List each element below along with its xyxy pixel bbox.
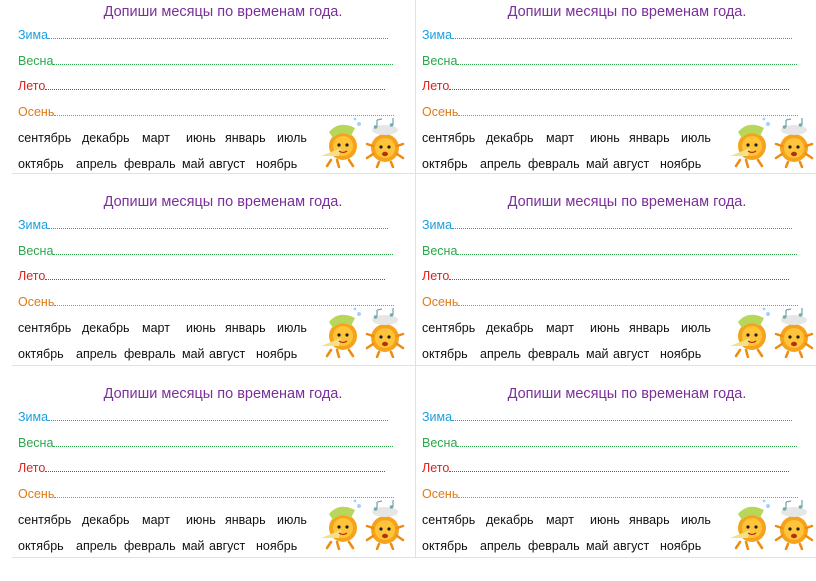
- month-word: август: [613, 346, 650, 361]
- winter-line[interactable]: [422, 214, 814, 240]
- worksheet-card: [416, 0, 816, 174]
- spring-line[interactable]: [422, 240, 814, 266]
- month-word: март: [142, 513, 170, 527]
- winter-answer-dots: [452, 414, 792, 421]
- month-word: июнь: [186, 321, 216, 335]
- month-word: ноябрь: [256, 346, 298, 361]
- month-word: октябрь: [18, 538, 64, 553]
- sun-with-scarf-icon: [730, 500, 770, 549]
- summer-label: Лето: [18, 269, 46, 283]
- month-word: май: [586, 346, 609, 361]
- sun-with-music-notes-icon: [367, 118, 403, 167]
- month-word: март: [142, 321, 170, 335]
- spring-line[interactable]: [18, 240, 410, 266]
- spring-label: Весна: [422, 243, 458, 258]
- summer-label: Лето: [422, 79, 450, 93]
- summer-line[interactable]: [422, 75, 814, 101]
- winter-label: Зима: [18, 410, 49, 424]
- month-word: декабрь: [486, 131, 534, 145]
- spring-label: Весна: [18, 53, 54, 68]
- suns-illustration: [315, 498, 407, 550]
- month-word: июнь: [186, 513, 216, 527]
- month-word: март: [546, 131, 574, 145]
- month-word: май: [182, 538, 205, 553]
- suns-illustration: [724, 306, 816, 358]
- winter-answer-dots: [452, 222, 792, 229]
- sun-with-scarf-icon: [321, 500, 361, 549]
- winter-label: Зима: [18, 28, 49, 42]
- worksheet-card: [12, 0, 416, 174]
- summer-answer-dots: [449, 273, 789, 280]
- month-word: декабрь: [82, 321, 130, 335]
- month-word: сентябрь: [422, 513, 476, 527]
- suns-illustration: [724, 116, 816, 168]
- worksheet-card: [12, 174, 416, 366]
- winter-label: Зима: [422, 28, 453, 42]
- spring-answer-dots: [457, 440, 797, 447]
- card-title: Допиши месяцы по временам года.: [103, 4, 343, 20]
- summer-label: Лето: [422, 269, 450, 283]
- spring-label: Весна: [18, 243, 54, 258]
- winter-line[interactable]: [18, 214, 410, 240]
- autumn-label: Осень: [422, 294, 459, 309]
- spring-label: Весна: [422, 53, 458, 68]
- summer-line[interactable]: [422, 265, 814, 291]
- month-word: июль: [277, 513, 307, 527]
- worksheet-card: [12, 366, 416, 558]
- worksheet-card: [416, 174, 816, 366]
- month-word: сентябрь: [422, 131, 476, 145]
- worksheet-sheet: [12, 0, 816, 558]
- summer-line[interactable]: [18, 75, 410, 101]
- month-word: ноябрь: [660, 346, 702, 361]
- sun-with-scarf-icon: [321, 118, 361, 167]
- month-word: февраль: [528, 346, 580, 361]
- summer-answer-dots: [449, 465, 789, 472]
- summer-answer-dots: [449, 83, 789, 90]
- month-word: январь: [629, 131, 670, 145]
- month-word: октябрь: [422, 346, 468, 361]
- winter-label: Зима: [422, 218, 453, 232]
- sun-with-music-notes-icon: [776, 500, 812, 549]
- month-word: июль: [681, 513, 711, 527]
- spring-line[interactable]: [18, 50, 410, 76]
- worksheet-card: [416, 366, 816, 558]
- winter-line[interactable]: [422, 24, 814, 50]
- sun-with-music-notes-icon: [367, 500, 403, 549]
- suns-illustration: [724, 498, 816, 550]
- month-word: сентябрь: [422, 321, 476, 335]
- autumn-answer-dots: [54, 109, 394, 116]
- spring-answer-dots: [53, 440, 393, 447]
- month-word: январь: [225, 131, 266, 145]
- month-word: октябрь: [18, 156, 64, 171]
- spring-answer-dots: [457, 248, 797, 255]
- month-word: январь: [629, 321, 670, 335]
- month-word: июнь: [186, 131, 216, 145]
- sun-with-music-notes-icon: [367, 308, 403, 357]
- summer-label: Лето: [422, 461, 450, 475]
- sun-with-music-notes-icon: [776, 308, 812, 357]
- summer-line[interactable]: [18, 265, 410, 291]
- month-word: февраль: [124, 538, 176, 553]
- spring-label: Весна: [18, 435, 54, 450]
- summer-answer-dots: [45, 465, 385, 472]
- month-word: июль: [681, 321, 711, 335]
- month-word: июнь: [590, 513, 620, 527]
- month-word: декабрь: [486, 321, 534, 335]
- spring-answer-dots: [53, 248, 393, 255]
- autumn-label: Осень: [422, 104, 459, 119]
- winter-answer-dots: [48, 222, 388, 229]
- month-word: май: [586, 156, 609, 171]
- month-word: май: [586, 538, 609, 553]
- autumn-label: Осень: [18, 104, 55, 119]
- month-word: сентябрь: [18, 131, 72, 145]
- autumn-answer-dots: [54, 491, 394, 498]
- sun-with-scarf-icon: [321, 308, 361, 357]
- autumn-label: Осень: [18, 294, 55, 309]
- spring-line[interactable]: [422, 50, 814, 76]
- month-word: ноябрь: [660, 538, 702, 553]
- suns-illustration: [315, 116, 407, 168]
- winter-line[interactable]: [422, 406, 814, 432]
- winter-answer-dots: [48, 32, 388, 39]
- month-word: апрель: [76, 538, 118, 553]
- month-word: сентябрь: [18, 321, 72, 335]
- month-word: март: [546, 513, 574, 527]
- spring-label: Весна: [422, 435, 458, 450]
- month-word: апрель: [76, 156, 118, 171]
- month-word: апрель: [480, 538, 522, 553]
- month-word: январь: [629, 513, 670, 527]
- summer-answer-dots: [45, 83, 385, 90]
- month-word: ноябрь: [256, 156, 298, 171]
- month-word: май: [182, 346, 205, 361]
- month-word: декабрь: [82, 131, 130, 145]
- autumn-label: Осень: [422, 486, 459, 501]
- sun-with-scarf-icon: [730, 308, 770, 357]
- month-word: август: [209, 346, 246, 361]
- card-title: Допиши месяцы по временам года.: [103, 194, 343, 210]
- spring-line[interactable]: [422, 432, 814, 458]
- summer-label: Лето: [18, 461, 46, 475]
- month-word: октябрь: [422, 538, 468, 553]
- autumn-answer-dots: [458, 109, 798, 116]
- month-word: август: [209, 538, 246, 553]
- month-word: октябрь: [422, 156, 468, 171]
- month-word: июль: [277, 321, 307, 335]
- autumn-label: Осень: [18, 486, 55, 501]
- month-word: август: [209, 156, 246, 171]
- month-word: апрель: [480, 346, 522, 361]
- month-word: апрель: [76, 346, 118, 361]
- card-title: Допиши месяцы по временам года.: [507, 194, 747, 210]
- card-title: Допиши месяцы по временам года.: [507, 386, 747, 402]
- autumn-answer-dots: [54, 299, 394, 306]
- month-word: февраль: [528, 538, 580, 553]
- autumn-answer-dots: [458, 299, 798, 306]
- sun-with-music-notes-icon: [776, 118, 812, 167]
- month-word: июнь: [590, 321, 620, 335]
- sun-with-scarf-icon: [730, 118, 770, 167]
- spring-answer-dots: [457, 58, 797, 65]
- month-word: ноябрь: [256, 538, 298, 553]
- winter-line[interactable]: [18, 24, 410, 50]
- month-word: июль: [277, 131, 307, 145]
- month-word: декабрь: [486, 513, 534, 527]
- month-word: январь: [225, 321, 266, 335]
- spring-answer-dots: [53, 58, 393, 65]
- month-word: апрель: [480, 156, 522, 171]
- winter-label: Зима: [422, 410, 453, 424]
- winter-answer-dots: [48, 414, 388, 421]
- month-word: март: [142, 131, 170, 145]
- month-word: июль: [681, 131, 711, 145]
- winter-answer-dots: [452, 32, 792, 39]
- summer-line[interactable]: [422, 457, 814, 483]
- card-title: Допиши месяцы по временам года.: [507, 4, 747, 20]
- month-word: февраль: [124, 346, 176, 361]
- month-word: январь: [225, 513, 266, 527]
- winter-label: Зима: [18, 218, 49, 232]
- month-word: февраль: [528, 156, 580, 171]
- spring-line[interactable]: [18, 432, 410, 458]
- month-word: декабрь: [82, 513, 130, 527]
- card-title: Допиши месяцы по временам года.: [103, 386, 343, 402]
- suns-illustration: [315, 306, 407, 358]
- month-word: август: [613, 156, 650, 171]
- autumn-answer-dots: [458, 491, 798, 498]
- summer-answer-dots: [45, 273, 385, 280]
- month-word: октябрь: [18, 346, 64, 361]
- month-word: август: [613, 538, 650, 553]
- month-word: февраль: [124, 156, 176, 171]
- month-word: ноябрь: [660, 156, 702, 171]
- winter-line[interactable]: [18, 406, 410, 432]
- month-word: сентябрь: [18, 513, 72, 527]
- month-word: март: [546, 321, 574, 335]
- month-word: май: [182, 156, 205, 171]
- summer-line[interactable]: [18, 457, 410, 483]
- summer-label: Лето: [18, 79, 46, 93]
- month-word: июнь: [590, 131, 620, 145]
